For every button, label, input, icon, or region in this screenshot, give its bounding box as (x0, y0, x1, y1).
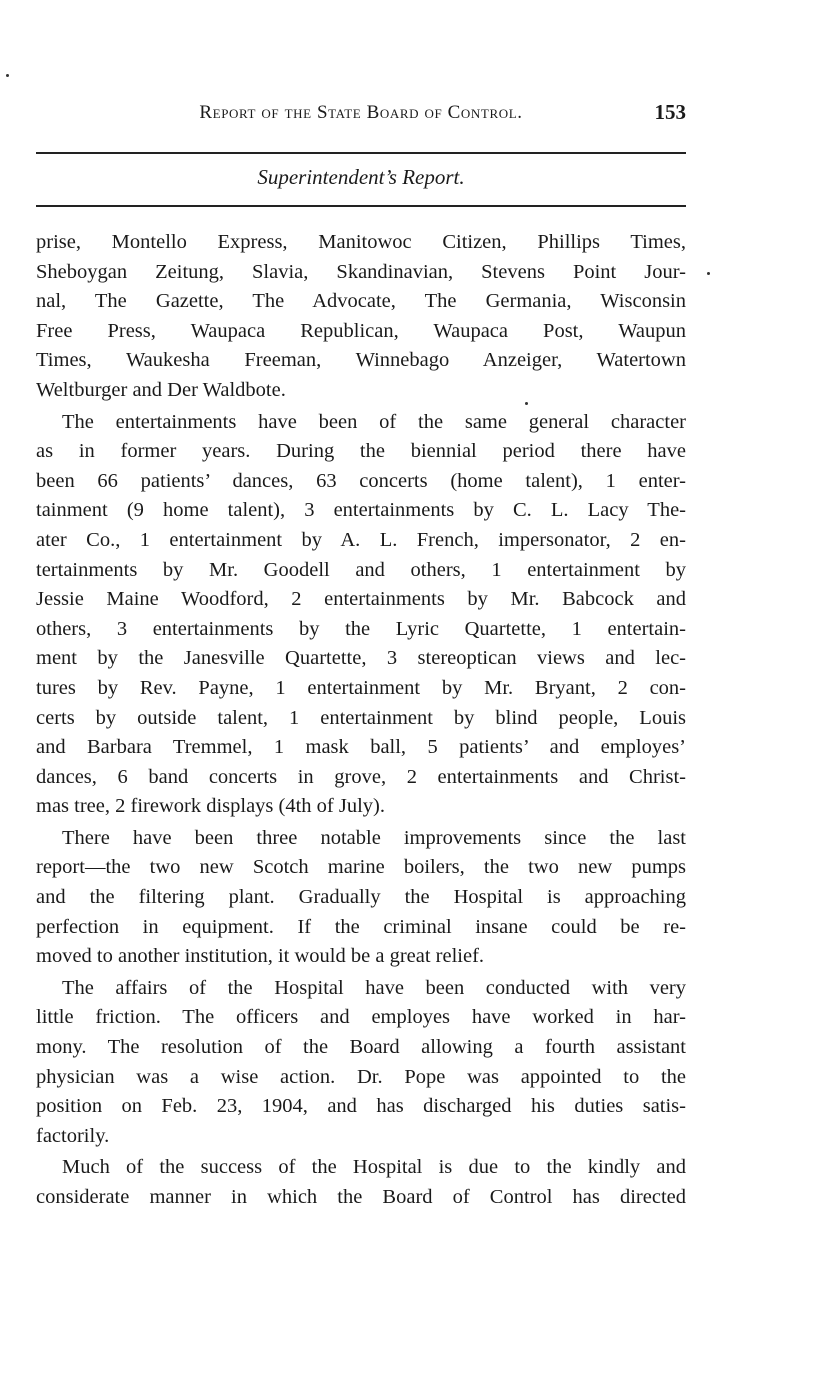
text-line: and the filtering plant. Gradually the Hospital is approaching (36, 886, 686, 909)
text-line: considerate manner in which the Board of Control has directed (36, 1186, 686, 1208)
text-line: There have been three notable improvements since the last (62, 826, 686, 849)
text-line: Much of the success of the Hospital is due to the kindly and (62, 1156, 686, 1179)
running-title: Report of the State Board of Control. (199, 102, 523, 123)
text-line: physician was a wise action. Dr. Pope was appointed to the (36, 1065, 686, 1088)
scan-speck (525, 402, 528, 405)
text-line: Jessie Maine Woodford, 2 entertainments by Mr. Babcock and (36, 588, 686, 611)
paragraph (36, 1153, 686, 1212)
scan-speck (6, 74, 9, 77)
text-line: as in former years. During the biennial period there have (36, 440, 686, 463)
section-title: Superintendent’s Report. (257, 165, 465, 189)
text-line: tertainments by Mr. Goodell and others, 1 entertainment by (36, 558, 686, 581)
text-line: report—the two new Scotch marine boilers, the two new pumps (36, 856, 686, 879)
text-line: dances, 6 band concerts in grove, 2 entertainments and Christ- (36, 765, 686, 788)
text-line: ater Co., 1 entertainment by A. L. French, impersonator, 2 en- (36, 528, 686, 551)
text-line: nal, The Gazette, The Advocate, The Germania, Wisconsin (36, 290, 686, 313)
text-line: others, 3 entertainments by the Lyric Quartette, 1 entertain- (36, 617, 686, 640)
text-line: and Barbara Tremmel, 1 mask ball, 5 patients’ and employes’ (36, 736, 686, 759)
text-line: tainment (9 home talent), 3 entertainments by C. L. Lacy The- (36, 499, 686, 522)
text-line: mony. The resolution of the Board allowing a fourth assistant (36, 1036, 686, 1059)
text-line: perfection in equipment. If the criminal insane could be re- (36, 915, 686, 938)
text-line: factorily. (36, 1124, 110, 1147)
page-number: 153 (654, 100, 686, 124)
text-line: prise, Montello Express, Manitowoc Citizen, Phillips Times, (36, 231, 686, 253)
scan-speck (707, 272, 710, 275)
text-line: The affairs of the Hospital have been conducted with very (62, 976, 686, 999)
text-line: Free Press, Waupaca Republican, Waupaca Post, Waupun (36, 319, 686, 342)
paragraph (36, 974, 686, 1152)
running-head (36, 100, 686, 130)
text-line: ment by the Janesville Quartette, 3 stereoptican views and lec- (36, 647, 686, 670)
text-line: certs by outside talent, 1 entertainment by blind people, Louis (36, 706, 686, 729)
paragraph (36, 228, 686, 406)
text-line: tures by Rev. Payne, 1 entertainment by Mr. Bryant, 2 con- (36, 676, 686, 699)
text-line: moved to another institution, it would be a great relief. (36, 945, 485, 968)
text-line: been 66 patients’ dances, 63 concerts (home talent), 1 enter- (36, 469, 686, 492)
text-line: The entertainments have been of the same general character (62, 410, 686, 433)
header-rule-top (36, 152, 686, 154)
text-line: little friction. The officers and employes have worked in har- (36, 1006, 686, 1029)
paragraph (36, 824, 686, 972)
text-line: Times, Waukesha Freeman, Winnebago Anzeiger, Watertown (36, 349, 686, 372)
text-line: mas tree, 2 firework displays (4th of July). (36, 795, 385, 818)
text-line: Weltburger and Der Waldbote. (36, 378, 286, 401)
text-line: Sheboygan Zeitung, Slavia, Skandinavian, Stevens Point Jour- (36, 260, 686, 283)
header-rule-bottom (36, 205, 686, 207)
paragraph (36, 408, 686, 822)
body-text (36, 228, 686, 1213)
text-line: position on Feb. 23, 1904, and has discharged his duties satis- (36, 1095, 686, 1118)
